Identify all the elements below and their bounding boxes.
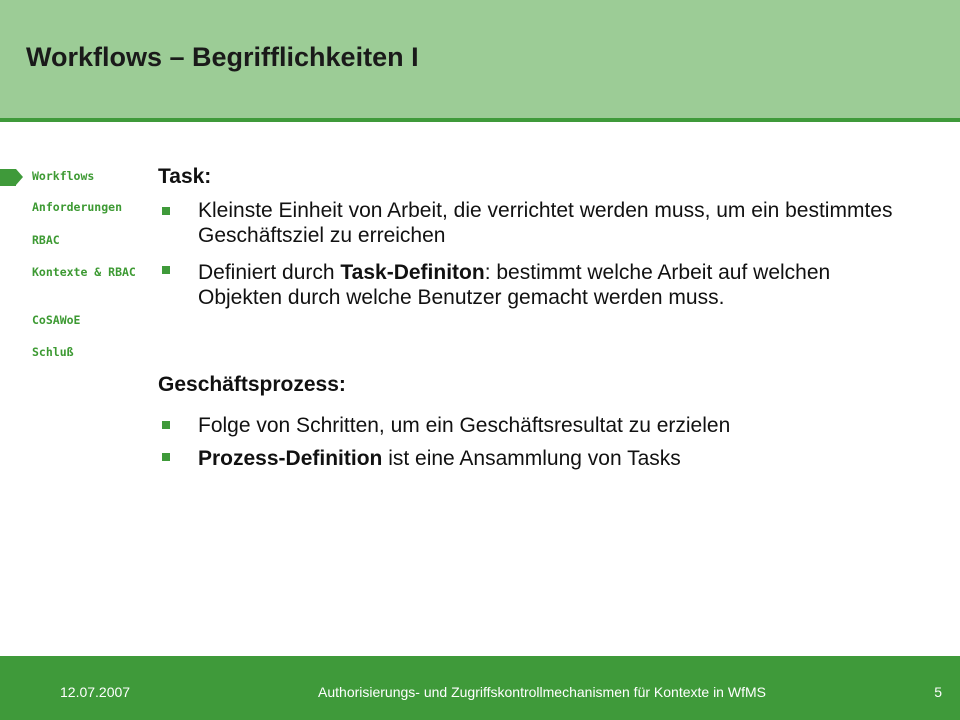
bullet-square-icon <box>162 207 170 215</box>
bullet-square-icon <box>162 266 170 274</box>
slide-header <box>0 0 960 122</box>
active-nav-arrow-icon <box>0 169 16 186</box>
bullet-text-bold: Task-Definiton <box>340 261 485 284</box>
section-heading-task: Task: <box>158 165 212 188</box>
bullet-text-prefix: Definiert durch <box>198 261 341 284</box>
nav-item-kontexte-rbac[interactable]: Kontexte & RBAC <box>32 265 136 279</box>
footer-title: Authorisierungs- und Zugriffskontrollmechanismen für Kontexte in WfMS <box>318 684 766 700</box>
nav-item-rbac[interactable]: RBAC <box>32 233 60 247</box>
bullet-square-icon <box>162 453 170 461</box>
slide-title: Workflows – Begrifflichkeiten I <box>26 42 419 72</box>
bullet-text <box>198 260 918 310</box>
footer-date: 12.07.2007 <box>60 684 131 700</box>
bullet-text-suffix: : bestimmt welche Arbeit auf welchen Objekten durch welche Benutzer gemacht werden muss. <box>198 261 831 309</box>
bullet-text <box>198 446 918 471</box>
nav-item-anforderungen[interactable]: Anforderungen <box>32 200 123 214</box>
bullet-text-bold: Prozess-Definition <box>198 447 383 470</box>
nav-item-workflows[interactable]: Workflows <box>32 169 95 183</box>
nav-item-schluss[interactable]: Schluß <box>32 345 74 359</box>
page-number: 5 <box>934 684 942 700</box>
bullet-text-suffix: ist eine Ansammlung von Tasks <box>382 447 681 470</box>
section-heading-geschaeftsprozess: Geschäftsprozess: <box>158 373 346 396</box>
bullet-square-icon <box>162 421 170 429</box>
bullet-text: Kleinste Einheit von Arbeit, die verrichtet werden muss, um ein bestimmtes Geschäftsziel zu erreichen <box>198 199 893 247</box>
bullet-text: Folge von Schritten, um ein Geschäftsresultat zu erzielen <box>198 414 731 437</box>
nav-item-cosawoe[interactable]: CoSAWoE <box>32 313 81 327</box>
slide-footer <box>0 656 960 720</box>
